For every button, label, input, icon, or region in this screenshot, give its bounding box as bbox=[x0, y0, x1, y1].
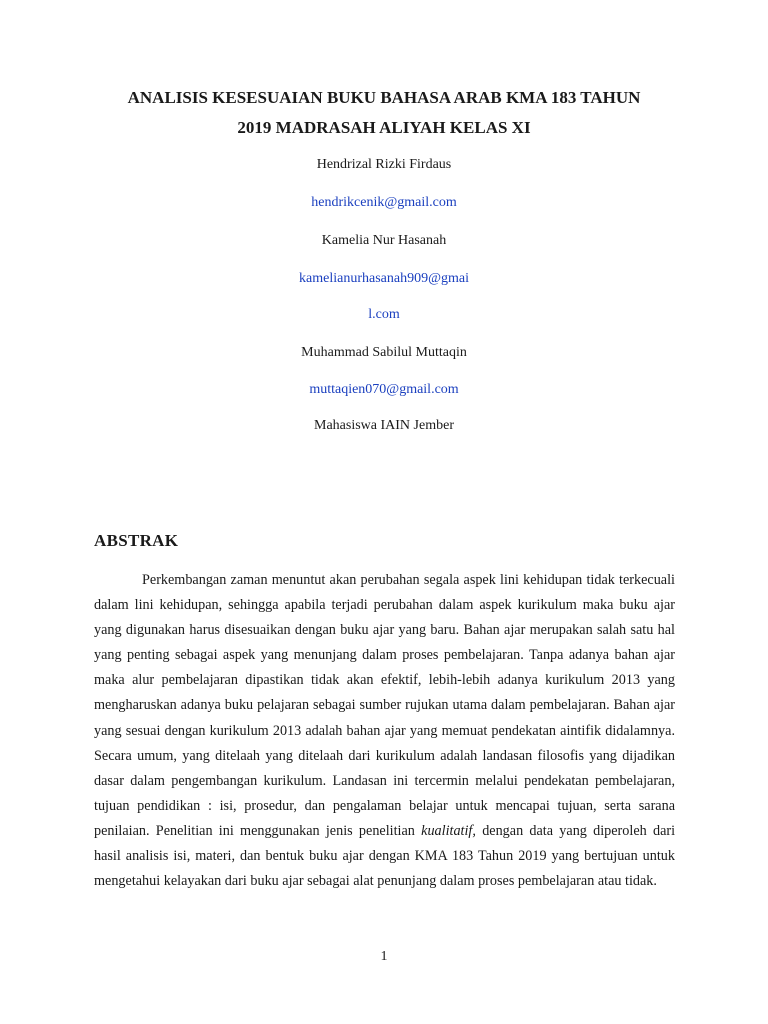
paper-title-line-1: ANALISIS KESESUAIAN BUKU BAHASA ARAB KMA 183 TAHUN bbox=[127, 88, 641, 107]
abstract-text-part-1: Perkembangan zaman menuntut akan perubahan segala aspek lini kehidupan tidak terkecuali dalam lini kehidupan, sehingga apabila terjadi perubahan dalam aspek kurikulum maka buku ajar yang digunakan harus disesuaikan dengan buku ajar yang baru. Bahan ajar merupakan salah satu hal yang penting sebagai aspek yang menunjang dalam proses pembelajaran. Tanpa adanya bahan ajar maka alur pembelajaran dipastikan tidak akan efektif, lebih-lebih adanya kurikulum 2013 yang mengharuskan adanya buku pelajaran sebagai sumber rujukan utama dalam pembelajaran. Bahan ajar yang sesuai dengan kurikulum 2013 adalah bahan ajar yang memuat pendekatan aintifik didalamnya. Secara umum, yang ditelaah yang ditelaah dari kurikulum adalah landasan filosofis yang dijadikan dasar dalam pengembangan kurikulum. Landasan ini tercermin melalui pendekatan pembelajaran, tujuan pendidikan : isi, prosedur, dan pengalaman belajar untuk mencapai tujuan, serta sarana penilaian. Penelitian ini menggunakan jenis penelitian bbox=[94, 572, 675, 839]
author-name-3: Muhammad Sabilul Muttaqin bbox=[301, 345, 467, 360]
author-email-2-line-2[interactable]: l.com bbox=[368, 307, 400, 322]
author-name-1: Hendrizal Rizki Firdaus bbox=[316, 157, 452, 172]
abstract-text-italic: kualitatif, bbox=[421, 822, 476, 839]
author-affiliation: Mahasiswa IAIN Jember bbox=[314, 418, 454, 433]
author-email-3[interactable]: muttaqien070@gmail.com bbox=[309, 382, 459, 397]
page-number: 1 bbox=[380, 949, 388, 964]
abstract-body bbox=[94, 568, 675, 894]
abstract-text-part-2: dengan data yang diperoleh dari hasil analisis isi, materi, dan bentuk buku ajar dengan KMA 183 Tahun 2019 yang bertujuan untuk mengetahui kelayakan dari buku ajar sebagai alat penunjang dalam proses pembelajaran atau tidak. bbox=[94, 822, 676, 890]
author-email-2-line-1[interactable]: kamelianurhasanah909@gmai bbox=[299, 271, 469, 286]
author-email-1[interactable]: hendrikcenik@gmail.com bbox=[311, 195, 457, 210]
abstract-heading: ABSTRAK bbox=[94, 531, 179, 550]
paper-title-line-2: 2019 MADRASAH ALIYAH KELAS XI bbox=[237, 118, 531, 137]
author-name-2: Kamelia Nur Hasanah bbox=[321, 233, 447, 248]
